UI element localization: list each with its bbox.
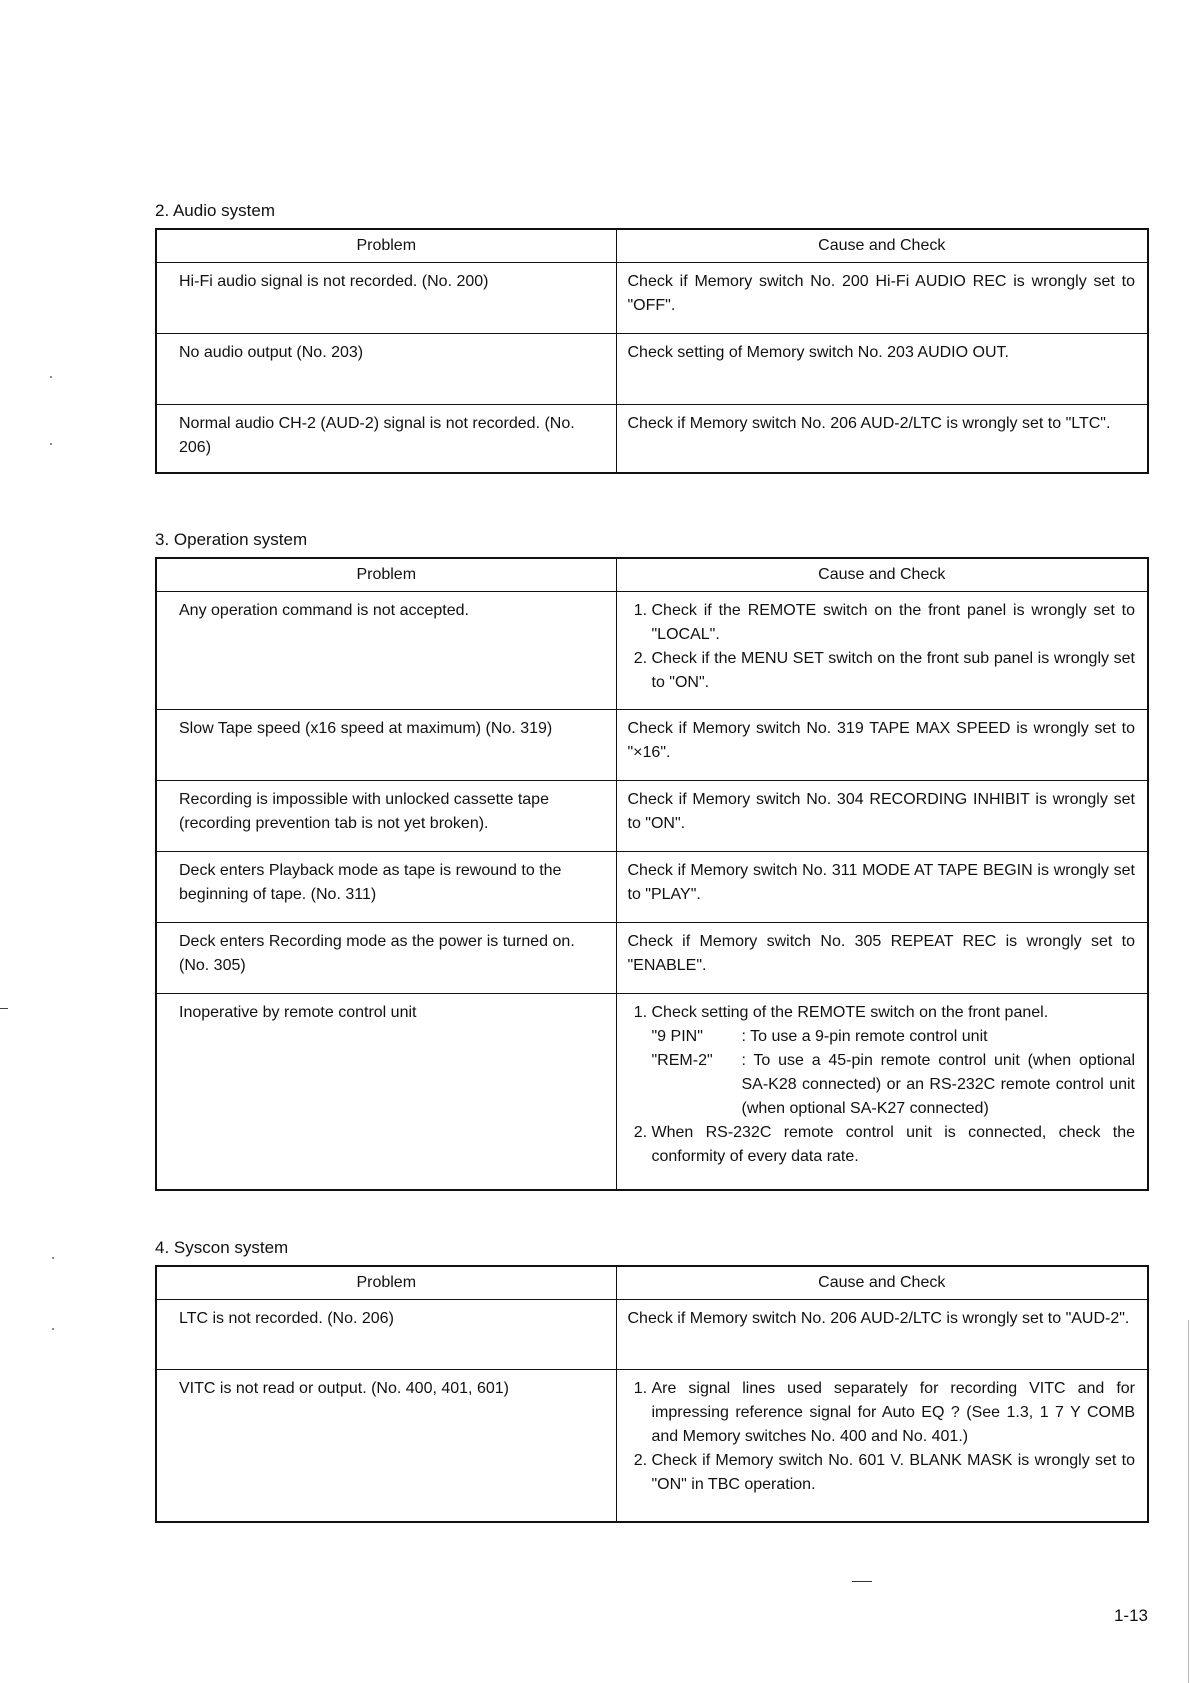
remote-setting-options xyxy=(652,1025,1136,1121)
cause-list-item: 2. Check if Memory switch No. 601 V. BLANK MASK is wrongly set to "ON" in TBC operation. xyxy=(652,1449,1136,1497)
cause-list-item: 1. Check if the REMOTE switch on the front panel is wrongly set to "LOCAL". xyxy=(652,599,1136,647)
table-row xyxy=(156,263,1148,334)
section-audio-system xyxy=(155,200,1147,474)
cause-list-item: 1. Are signal lines used separately for recording VITC and for impressing reference signal for Auto EQ ? (See 1.3, 1 7 Y COMB and Memory switches No. 400 and No. 401.) xyxy=(652,1377,1136,1449)
table-row xyxy=(156,994,1148,1190)
table-header-row xyxy=(156,558,1148,592)
table-row xyxy=(156,405,1148,473)
cause-cell: Check if Memory switch No. 319 TAPE MAX SPEED is wrongly set to "×16". xyxy=(616,710,1148,781)
problem-cell: Deck enters Playback mode as tape is rewound to the beginning of tape. (No. 311) xyxy=(156,852,616,923)
section-title: 2. Audio system xyxy=(155,201,276,220)
section-operation-system xyxy=(155,529,1147,1191)
cause-list-item: 2. Check if the MENU SET switch on the front sub panel is wrongly set to "ON". xyxy=(652,647,1136,695)
table-row xyxy=(156,923,1148,994)
cause-cell: Check setting of Memory switch No. 203 AUDIO OUT. xyxy=(616,334,1148,405)
cause-list xyxy=(628,1377,1136,1497)
cause-cell: Check if Memory switch No. 206 AUD-2/LTC is wrongly set to "AUD-2". xyxy=(616,1300,1148,1370)
problem-cell: Recording is impossible with unlocked cassette tape (recording prevention tab is not yet broken). xyxy=(156,781,616,852)
troubleshooting-table xyxy=(155,228,1149,474)
cause-cell: Check if Memory switch No. 206 AUD-2/LTC is wrongly set to "LTC". xyxy=(616,405,1148,473)
problem-cell: VITC is not read or output. (No. 400, 401, 601) xyxy=(156,1370,616,1522)
cause-cell: Check if Memory switch No. 304 RECORDING INHIBIT is wrongly set to "ON". xyxy=(616,781,1148,852)
cause-header: Cause and Check xyxy=(616,1266,1148,1300)
table-row xyxy=(156,852,1148,923)
cause-list xyxy=(628,1001,1136,1169)
table-header-row xyxy=(156,229,1148,263)
option-key: "REM-2" xyxy=(651,1052,713,1069)
cause-header: Cause and Check xyxy=(616,558,1148,592)
scan-dot xyxy=(52,1257,54,1259)
table-header-row xyxy=(156,1266,1148,1300)
cause-list xyxy=(628,599,1136,695)
page-number: 1-13 xyxy=(1113,1606,1148,1625)
table-row xyxy=(156,1370,1148,1522)
scan-dot xyxy=(50,443,52,445)
problem-cell: Slow Tape speed (x16 speed at maximum) (No. 319) xyxy=(156,710,616,781)
problem-cell: Normal audio CH-2 (AUD-2) signal is not recorded. (No. 206) xyxy=(156,405,616,473)
scan-dot xyxy=(52,1328,54,1330)
troubleshooting-table xyxy=(155,557,1149,1191)
option-row xyxy=(652,1049,1136,1121)
cause-cell xyxy=(616,592,1148,710)
problem-cell: LTC is not recorded. (No. 206) xyxy=(156,1300,616,1370)
table-row xyxy=(156,781,1148,852)
scan-dot xyxy=(50,376,52,378)
cause-list-item: 2. When RS-232C remote control unit is connected, check the conformity of every data rate. xyxy=(652,1121,1136,1169)
option-value: : To use a 45-pin remote control unit (when optional SA-K28 connected) or an RS-232C remote control unit (when optional SA-K27 connected) xyxy=(741,1052,1135,1117)
cause-cell xyxy=(616,994,1148,1190)
problem-header: Problem xyxy=(156,1266,616,1300)
troubleshooting-table xyxy=(155,1265,1149,1523)
table-row xyxy=(156,592,1148,710)
table-row xyxy=(156,334,1148,405)
option-key: "9 PIN" xyxy=(651,1028,703,1045)
scan-edge-line xyxy=(1188,1320,1189,1683)
option-row xyxy=(652,1025,1136,1049)
section-title: 4. Syscon system xyxy=(155,1238,289,1257)
problem-cell: Any operation command is not accepted. xyxy=(156,592,616,710)
section-title: 3. Operation system xyxy=(155,530,308,549)
problem-header: Problem xyxy=(156,229,616,263)
option-value: : To use a 9-pin remote control unit xyxy=(741,1028,988,1045)
problem-header: Problem xyxy=(156,558,616,592)
table-row xyxy=(156,710,1148,781)
cause-cell: Check if Memory switch No. 200 Hi-Fi AUDIO REC is wrongly set to "OFF". xyxy=(616,263,1148,334)
cause-list-item xyxy=(652,1001,1136,1121)
cause-item-text: Check setting of the REMOTE switch on the front panel. xyxy=(651,1004,1049,1021)
scan-mark xyxy=(852,1581,872,1582)
scan-mark xyxy=(0,1008,8,1009)
table-row xyxy=(156,1300,1148,1370)
cause-cell xyxy=(616,1370,1148,1522)
section-syscon-system xyxy=(155,1237,1147,1523)
problem-cell: Inoperative by remote control unit xyxy=(156,994,616,1190)
problem-cell: Deck enters Recording mode as the power is turned on. (No. 305) xyxy=(156,923,616,994)
cause-header: Cause and Check xyxy=(616,229,1148,263)
cause-cell: Check if Memory switch No. 311 MODE AT TAPE BEGIN is wrongly set to "PLAY". xyxy=(616,852,1148,923)
problem-cell: Hi-Fi audio signal is not recorded. (No. 200) xyxy=(156,263,616,334)
cause-cell: Check if Memory switch No. 305 REPEAT REC is wrongly set to "ENABLE". xyxy=(616,923,1148,994)
problem-cell: No audio output (No. 203) xyxy=(156,334,616,405)
